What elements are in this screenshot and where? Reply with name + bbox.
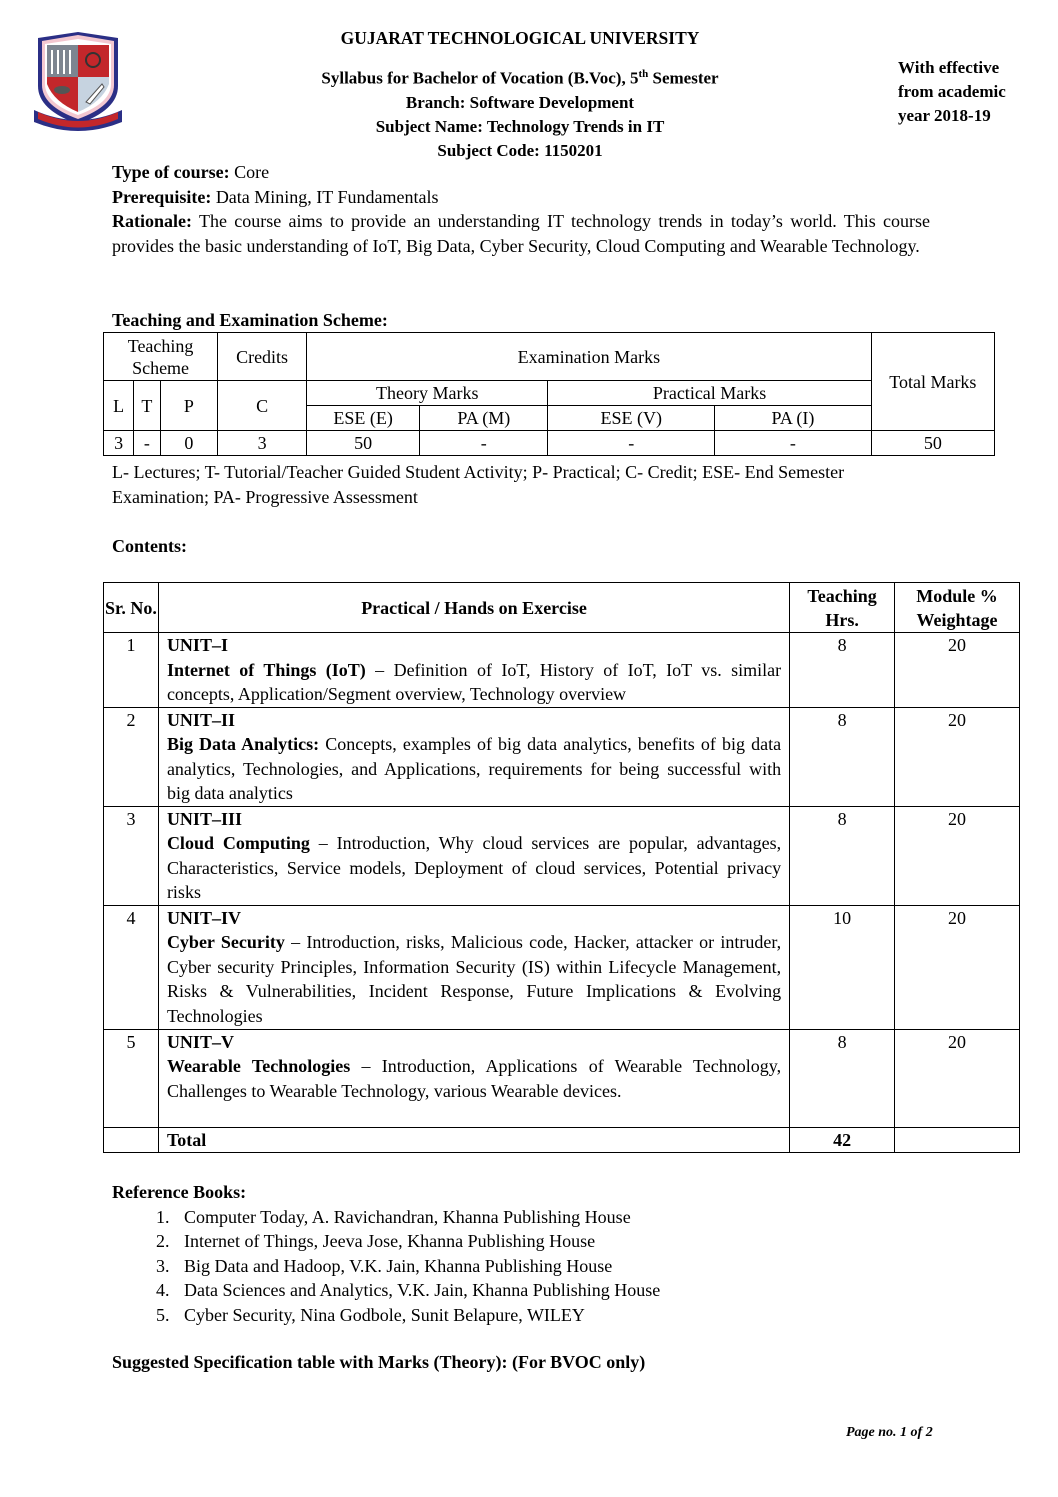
teaching-exam-scheme-table: Teaching Scheme Credits Examination Marks Total Marks L T P C Theory Marks Practical Marks ESE (E) PA (M) ESE (V) PA (I) 3 - 0 3 50 - - - 50 (103, 332, 995, 456)
contents-header-row: Sr. No. Practical / Hands on Exercise Teaching Hrs. Module % Weightage (104, 583, 1020, 633)
total-row: Total 42 (104, 1127, 1020, 1153)
reference-item: 5. Cyber Security, Nina Godbole, Sunit Belapure, WILEY (174, 1303, 660, 1328)
subject-code: Subject Code: 1150201 (437, 140, 603, 160)
contents-heading: Contents: (112, 536, 187, 556)
university-name: GUJARAT TECHNOLOGICAL UNIVERSITY (340, 28, 700, 48)
table-row: 5 UNIT–V Wearable Technologies – Introduction, Applications of Wearable Technology, Challenges to Wearable Technology, various Wearable devices. 8 20 (104, 1029, 1020, 1127)
course-info (112, 160, 930, 258)
effective-year-note: With effective from academic year 2018-19 (898, 58, 1006, 125)
table-row: 3 UNIT–III Cloud Computing – Introduction, Why cloud services are popular, advantages, Characteristics, Service models, Deployment of cloud services, Potential privacy risks 8 20 (104, 806, 1020, 905)
reference-item: 2. Internet of Things, Jeeva Jose, Khanna Publishing House (174, 1229, 660, 1254)
reference-item: 4. Data Sciences and Analytics, V.K. Jain, Khanna Publishing House (174, 1278, 660, 1303)
syllabus-header (200, 62, 840, 163)
table-row: 2 UNIT–II Big Data Analytics: Concepts, examples of big data analytics, benefits of big data analytics, Technologies, and Applications, requirements for being successful with big data analytics 8 20 (104, 707, 1020, 806)
spec-table-heading: Suggested Specification table with Marks (Theory): (For BVOC only) (112, 1352, 646, 1372)
rationale: Rationale: The course aims to provide an understanding IT technology trends in today’s world. This course provides the basic understanding of IoT, Big Data, Cyber Security, Cloud Computing and Wearable Technology. (112, 211, 930, 256)
table-row: 4 UNIT–IV Cyber Security – Introduction, risks, Malicious code, Hacker, attacker or intruder, Cyber security Principles, Information Security (IS) within Lifecycle Management, Risks & Vulnerabilities, Incident Response, Future Implications & Evolving Technologies 10 20 (104, 905, 1020, 1029)
syllabus-title: Syllabus for Bachelor of Vocation (B.Voc), 5th Semester (321, 68, 719, 88)
branch: Branch: Software Development (405, 92, 635, 112)
scheme-values-row: 3 - 0 3 50 - - - 50 (104, 431, 995, 456)
scheme-heading: Teaching and Examination Scheme: (112, 310, 388, 330)
course-type: Type of course: Core (112, 162, 270, 182)
prerequisite: Prerequisite: Data Mining, IT Fundamentals (112, 186, 439, 207)
reference-item: 1. Computer Today, A. Ravichandran, Khanna Publishing House (174, 1205, 660, 1230)
page-number: Page no. 1 of 2 (846, 1425, 933, 1440)
scheme-legend: L- Lectures; T- Tutorial/Teacher Guided Student Activity; P- Practical; C- Credit; ESE- End Semester Examination; PA- Progressive Assessment (112, 462, 845, 507)
reference-books: Reference Books: 1. Computer Today, A. Ravichandran, Khanna Publishing House 2. Internet of Things, Jeeva Jose, Khanna Publishing House 3. Big Data and Hadoop, V.K. Jain, Khanna Publishing House 4. Data Sciences and Analytics, V.K. Jain, Khanna Publishing House 5. Cyber Security, Nina Godbole, Sunit Belapure, WILEY (112, 1180, 660, 1327)
reference-item: 3. Big Data and Hadoop, V.K. Jain, Khanna Publishing House (174, 1254, 660, 1279)
table-row: 1 UNIT–I Internet of Things (IoT) – Definition of IoT, History of IoT, IoT vs. similar concepts, Application/Segment overview, Technology overview 8 20 (104, 633, 1020, 708)
university-logo (30, 30, 126, 134)
contents-table (103, 582, 1020, 1153)
subject-name: Subject Name: Technology Trends in IT (375, 116, 665, 136)
